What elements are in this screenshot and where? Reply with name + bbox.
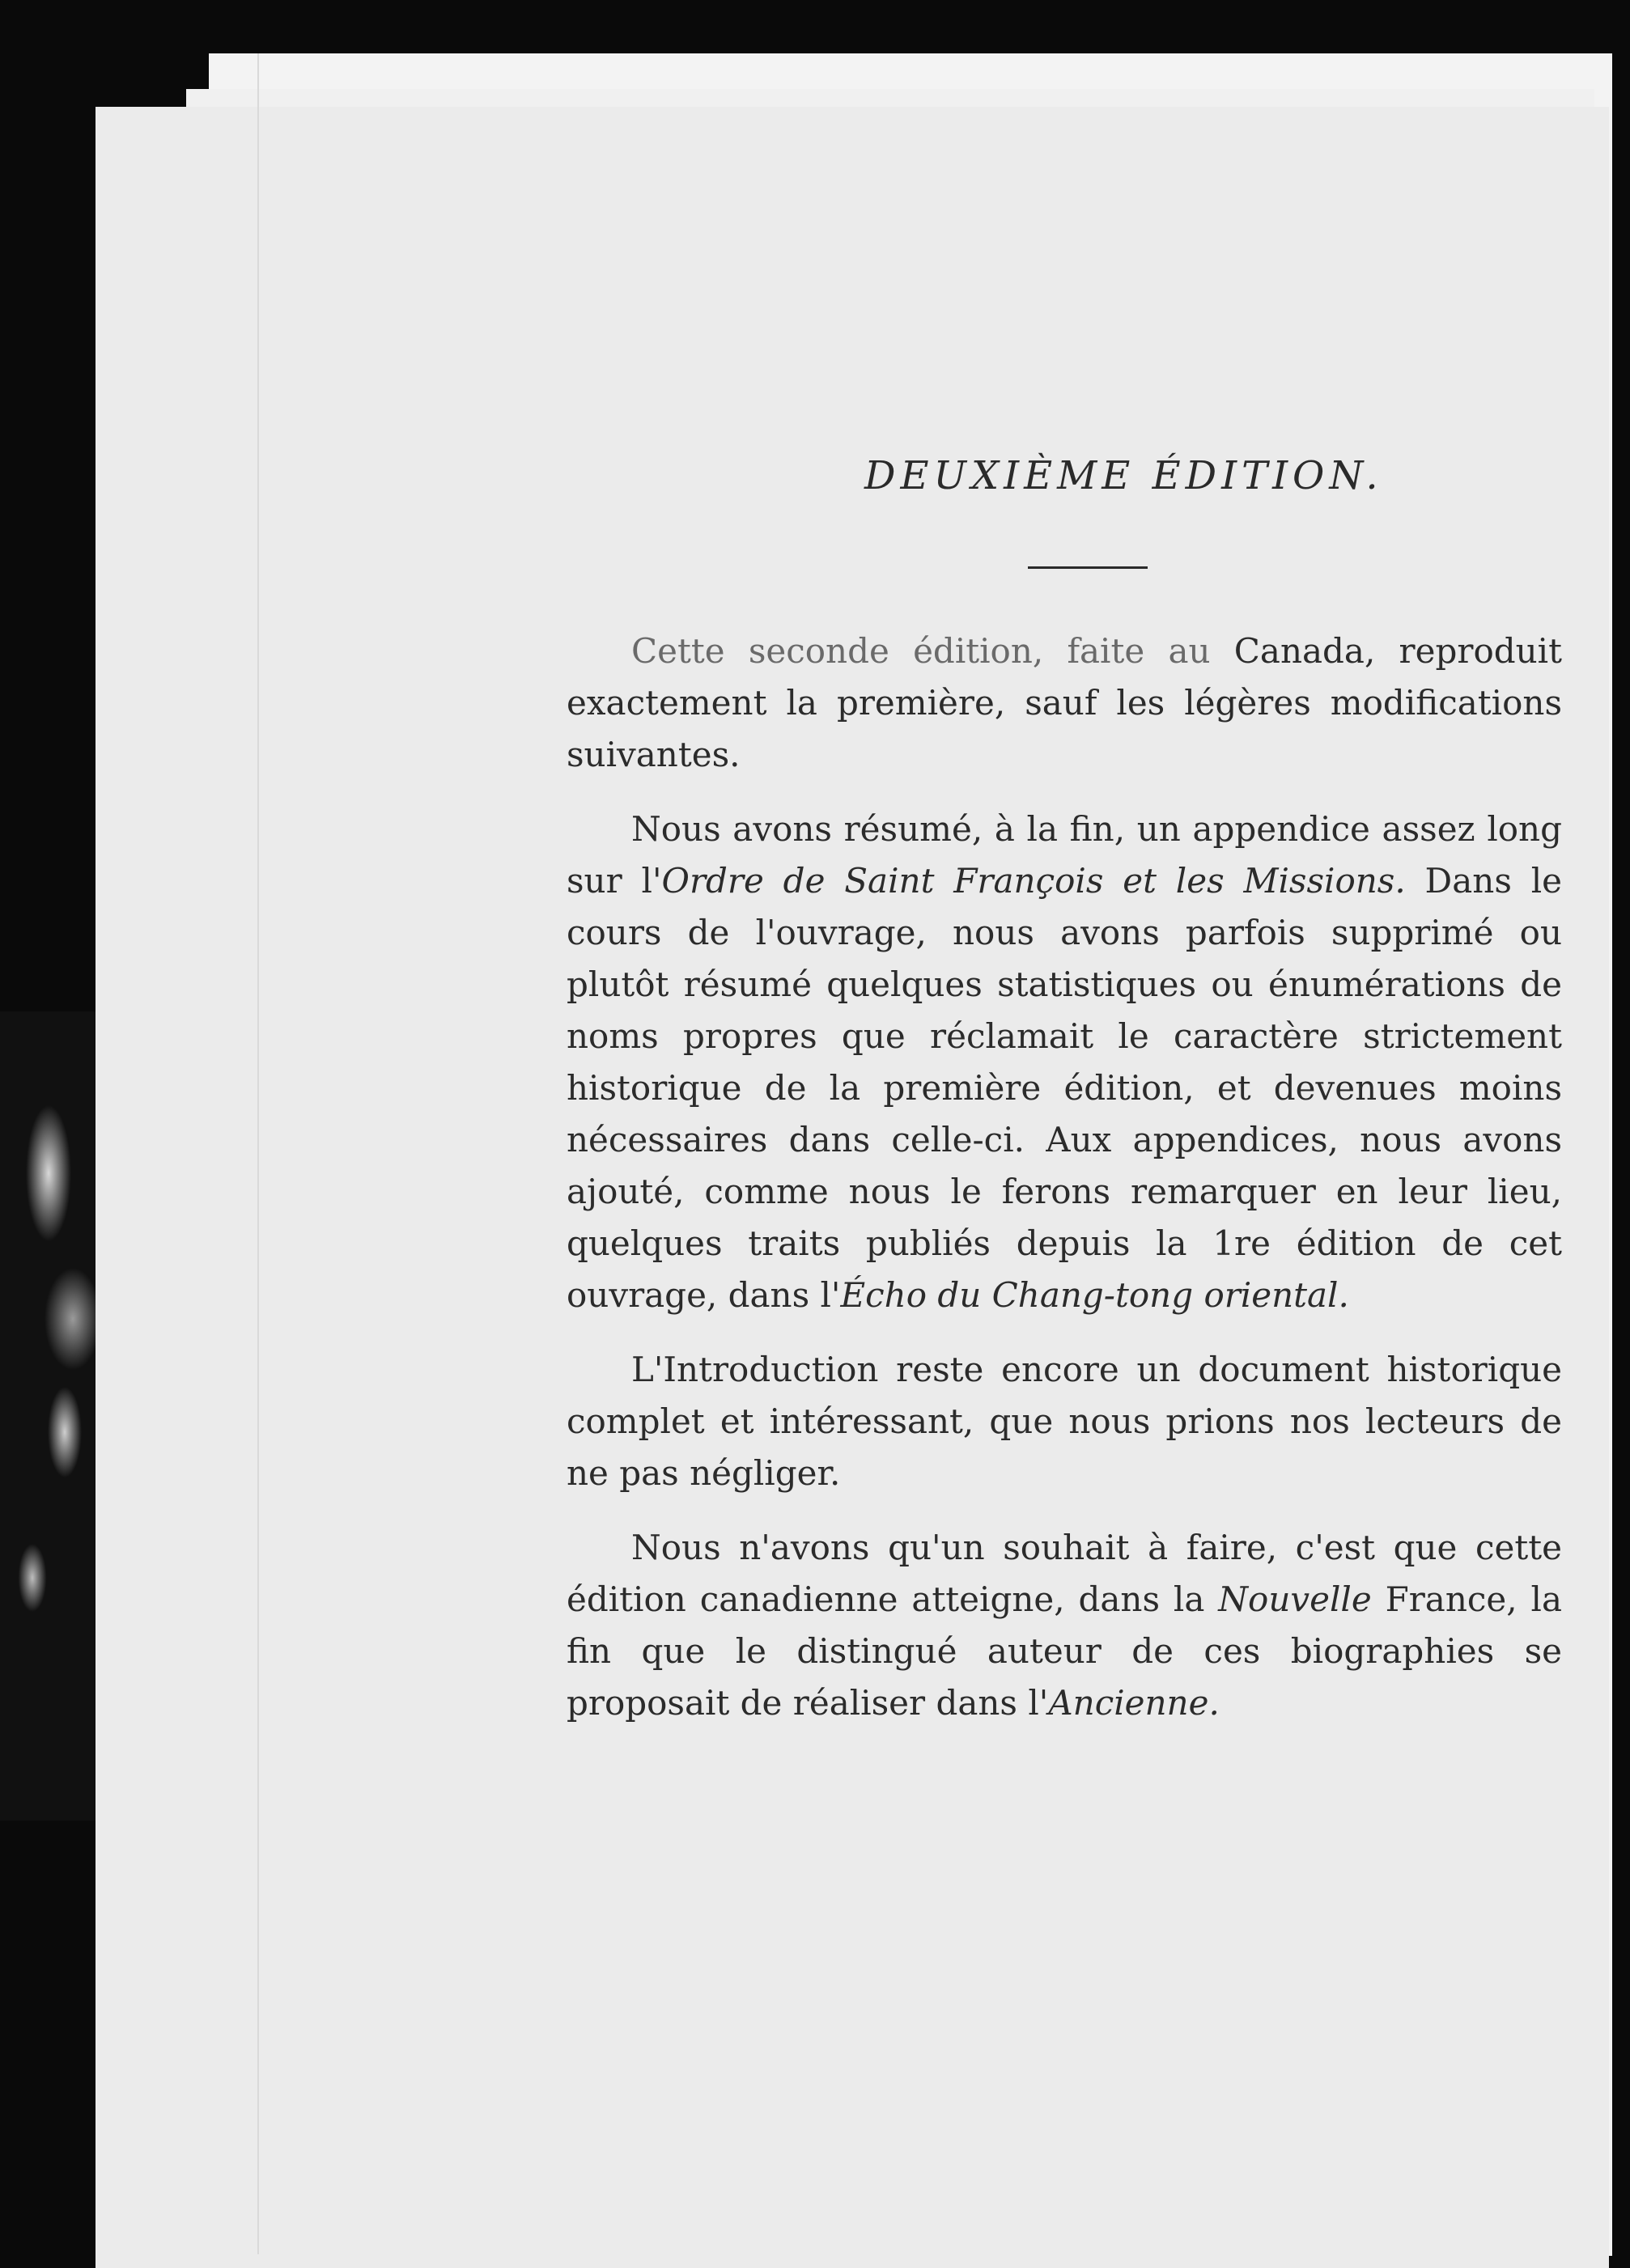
paragraph-text: Canada, reproduit exactement la première, sauf les légères modifications suivantes. [567, 630, 1562, 774]
page-title: DEUXIÈME ÉDITION. [864, 453, 1383, 498]
sheet-edge-line [257, 53, 259, 2254]
paragraph-text: Dans le cours de l'ouvrage, nous avons parfois supprimé ou plutôt résumé quelques statistiques ou énumérations de noms propres que réclamait le caractère strictement historique de la première édition, et devenues moins nécessaires dans celle-ci. Aux appendices, nous avons ajouté, comme nous le ferons remarquer en leur lieu, quelques traits publiés depuis la 1re édition de cet ouvrage, dans l' [567, 860, 1563, 1315]
italic-text: Nouvelle [1218, 1579, 1372, 1619]
paragraph-text: Nous n'avons qu'un souhait à faire, c'est que cette édition canadienne atteigne, dans la [567, 1527, 1562, 1619]
paragraph-text: Nous avons résumé, à la fin, un appendice assez long sur l' [567, 808, 1562, 901]
paragraph [567, 1344, 1562, 1499]
italic-text: Écho du Chang-tong oriental. [840, 1274, 1349, 1315]
title-rule [1028, 566, 1148, 569]
paragraph [567, 803, 1562, 1321]
italic-text: Ordre de Saint François et les Missions. [661, 860, 1406, 901]
paragraph [567, 625, 1562, 781]
paragraph-text: France, la fin que le distingué auteur de ces biographies se proposait de réaliser dans l' [567, 1579, 1562, 1723]
marbled-book-edge [0, 1011, 105, 1821]
body-text [567, 625, 1562, 1729]
page-content [567, 453, 1562, 1752]
paragraph [567, 1522, 1562, 1729]
paragraph-text: Cette seconde édition, faite au [631, 630, 1234, 671]
paragraph-text: L'Introduction reste encore un document historique complet et intéressant, que nous prions nos lecteurs de ne pas négliger. [567, 1349, 1562, 1493]
italic-text: Ancienne. [1048, 1682, 1220, 1723]
